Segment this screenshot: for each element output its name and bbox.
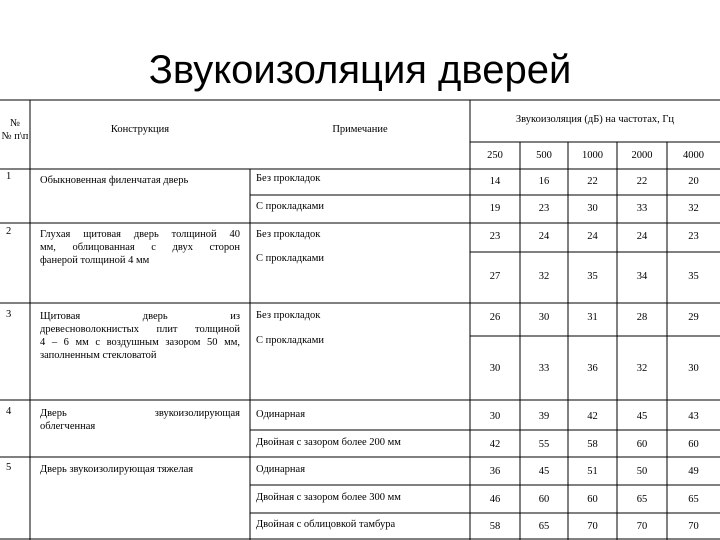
- value-cell: 30: [489, 411, 501, 422]
- header-freq-500: 500: [536, 150, 552, 161]
- value-cell: 32: [636, 363, 648, 374]
- value-cell: 35: [688, 271, 699, 282]
- header-note: Примечание: [332, 124, 388, 135]
- row-3-construction-line-1: Щитовая дверь из: [40, 311, 240, 322]
- value-cell: 30: [587, 203, 598, 214]
- value-cell: 58: [587, 439, 598, 450]
- value-cell: 31: [587, 312, 598, 323]
- row-2-note-1: Без прокладок: [256, 229, 321, 240]
- row-1-construction: Обыкновенная филенчатая дверь: [40, 175, 189, 186]
- row-4-num: 4: [6, 406, 12, 417]
- value-cell: 22: [636, 176, 648, 187]
- row-4-construction-line-1: Дверь звукоизолирующая: [40, 408, 240, 419]
- row-1-note-2: С прокладками: [256, 201, 324, 212]
- row-2-construction-line-3: фанерой толщиной 4 мм: [40, 255, 150, 266]
- value-cell: 30: [489, 363, 501, 374]
- row-2-construction-line-1: Глухая щитовая дверь толщиной 40: [40, 229, 240, 240]
- row-5-note-2: Двойная с зазором более 300 мм: [256, 492, 401, 503]
- header-freq-title: Звукоизоляция (дБ) на частотах, Гц: [515, 114, 675, 125]
- header-freq-4000: 4000: [683, 150, 704, 161]
- row-2-construction-line-2: мм, облицованная с двух сторон: [40, 242, 240, 253]
- row-1-note-1: Без прокладок: [256, 173, 321, 184]
- value-cell: 35: [587, 271, 598, 282]
- row-5-num: 5: [6, 462, 12, 473]
- header-freq-2000: 2000: [631, 150, 653, 161]
- value-cell: 29: [688, 312, 699, 323]
- value-cell: 24: [538, 231, 550, 242]
- value-cell: 33: [538, 363, 550, 374]
- row-3-note-2: С прокладками: [256, 335, 324, 346]
- row-4-note-2: Двойная с зазором более 200 мм: [256, 437, 401, 448]
- header-freq-1000: 1000: [582, 150, 603, 161]
- value-cell: 51: [587, 466, 598, 477]
- row-3-note-1: Без прокладок: [256, 310, 321, 321]
- row-5-note-1: Одинарная: [256, 464, 306, 475]
- row-1-num: 1: [6, 171, 12, 182]
- value-cell: 30: [538, 312, 550, 323]
- value-cell: 36: [489, 466, 501, 477]
- row-4-note-1: Одинарная: [256, 409, 306, 420]
- value-cell: 27: [489, 271, 501, 282]
- value-cell: 19: [489, 203, 501, 214]
- row-3-construction-line-4: заполненным стекловатой: [40, 350, 157, 361]
- value-cell: 65: [688, 494, 699, 505]
- value-cell: 46: [489, 494, 501, 505]
- value-cell: 50: [636, 466, 648, 477]
- row-4-construction-line-2: облегченная: [40, 421, 96, 432]
- value-cell: 32: [688, 203, 699, 214]
- row-2-note-2: С прокладками: [256, 253, 324, 264]
- value-cell: 14: [489, 176, 501, 187]
- value-cell: 49: [688, 466, 699, 477]
- row-3-construction-line-2: древесноволокнистых плит толщиной: [40, 324, 240, 335]
- value-cell: 70: [587, 521, 598, 532]
- value-cell: 70: [688, 521, 699, 532]
- value-cell: 22: [587, 176, 598, 187]
- row-2-num: 2: [6, 226, 12, 237]
- value-cell: 60: [587, 494, 598, 505]
- value-cell: 55: [538, 439, 550, 450]
- header-num-symbol: №: [9, 118, 21, 129]
- value-cell: 34: [636, 271, 648, 282]
- value-cell: 58: [489, 521, 501, 532]
- value-cell: 45: [538, 466, 550, 477]
- value-cell: 36: [587, 363, 598, 374]
- row-5-construction: Дверь звукоизолирующая тяжелая: [40, 464, 194, 475]
- value-cell: 20: [688, 176, 699, 187]
- value-cell: 60: [688, 439, 699, 450]
- value-cell: 28: [636, 312, 648, 323]
- value-cell: 30: [688, 363, 699, 374]
- value-cell: 70: [636, 521, 648, 532]
- value-cell: 60: [636, 439, 648, 450]
- value-cell: 23: [538, 203, 550, 214]
- value-cell: 24: [587, 231, 598, 242]
- value-cell: 24: [636, 231, 648, 242]
- value-cell: 60: [538, 494, 550, 505]
- value-cell: 42: [489, 439, 501, 450]
- value-cell: 26: [489, 312, 501, 323]
- value-cell: 45: [636, 411, 648, 422]
- value-cell: 42: [587, 411, 598, 422]
- value-cell: 32: [538, 271, 550, 282]
- row-5-note-3: Двойная с облицовкой тамбура: [256, 519, 396, 530]
- header-construction: Конструкция: [110, 124, 170, 135]
- header-freq-250: 250: [487, 150, 503, 161]
- header-num: № п\п: [1, 131, 29, 142]
- row-3-construction-line-3: 4 – 6 мм с воздушным зазором 50 мм,: [40, 337, 240, 348]
- value-cell: 39: [538, 411, 550, 422]
- value-cell: 33: [636, 203, 648, 214]
- value-cell: 65: [636, 494, 648, 505]
- row-3-num: 3: [6, 309, 12, 320]
- value-cell: 23: [489, 231, 501, 242]
- value-cell: 16: [538, 176, 550, 187]
- value-cell: 43: [688, 411, 699, 422]
- page-title: Звукоизоляция дверей: [148, 48, 572, 92]
- value-cell: 23: [688, 231, 699, 242]
- value-cell: 65: [538, 521, 550, 532]
